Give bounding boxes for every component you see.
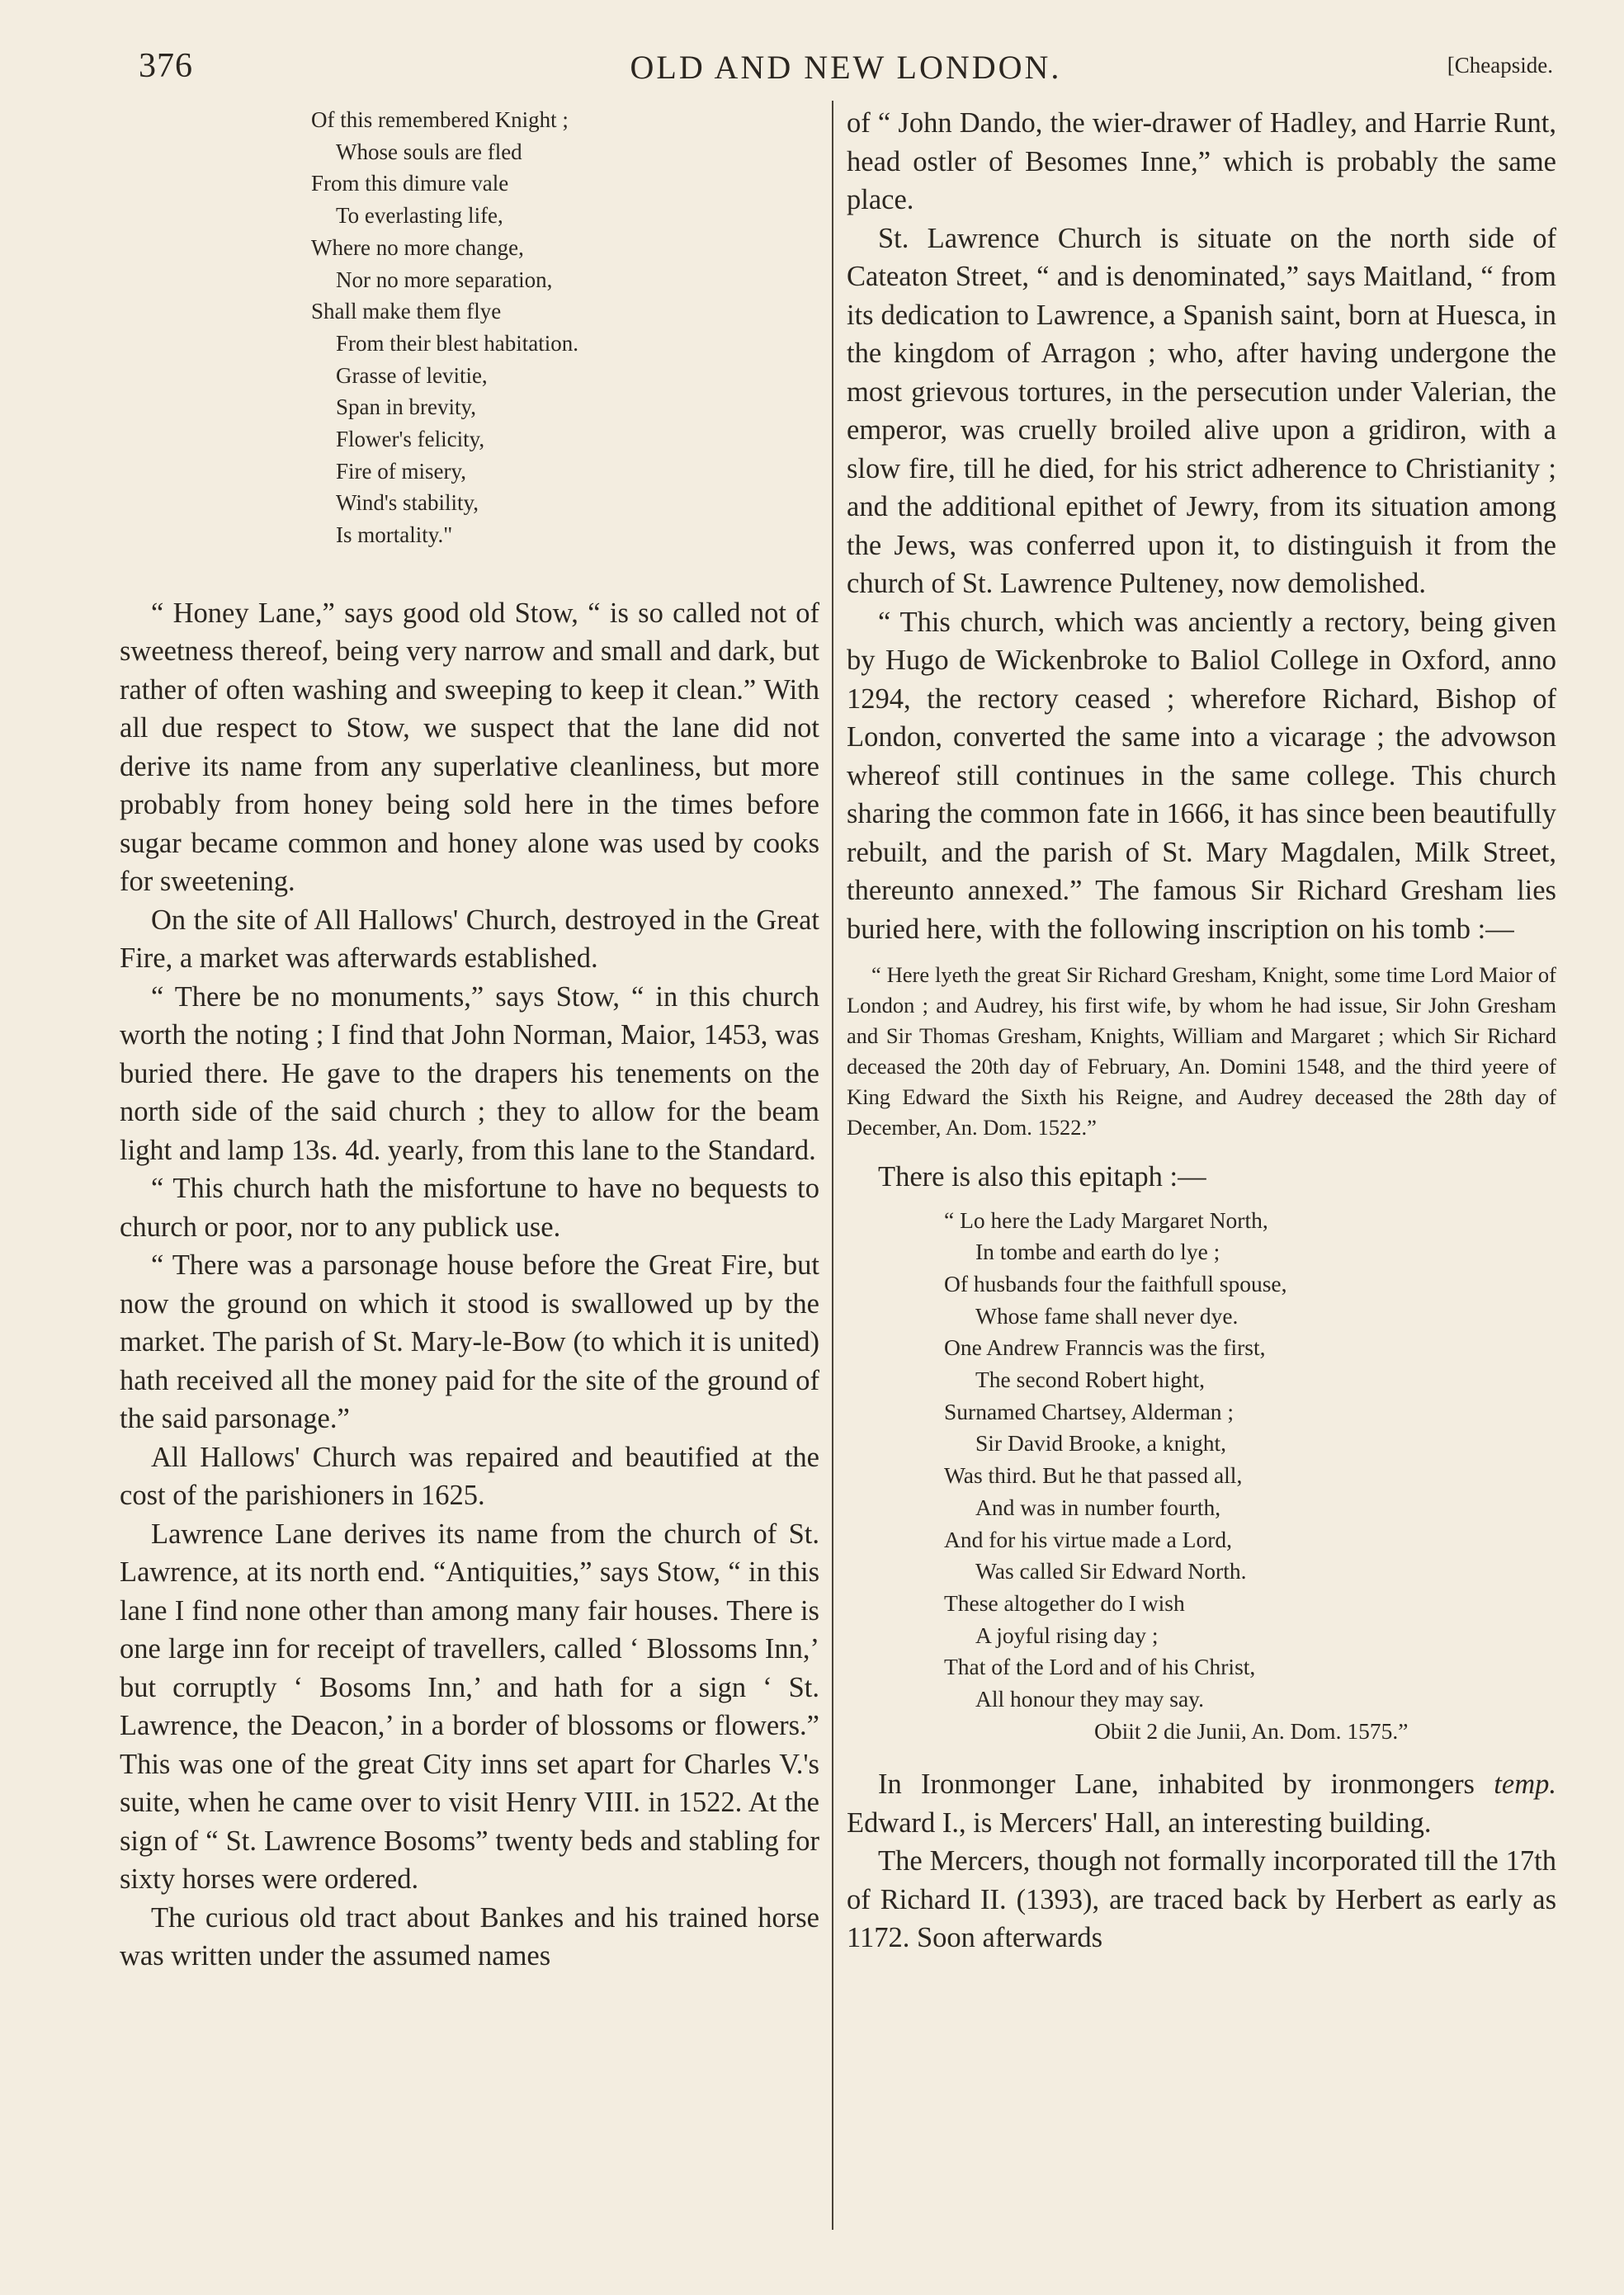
paragraph-dando: of “ John Dando, the wier-drawer of Hadley, and Harrie Runt, head ostler of Besomes Inne,” which is probably the same place. [847,107,1556,215]
epitaph-line: Of husbands four the faithfull spouse, [944,1270,1287,1296]
verse-line: Fire of misery, [336,458,466,484]
epitaph-line: These altogether do I wish [944,1589,1185,1616]
ironmonger-italic: temp. [1494,1768,1556,1801]
running-title: OLD AND NEW LONDON. [630,49,1062,86]
epitaph-line: Obiit 2 die Junii, An. Dom. 1575.” [1094,1717,1409,1744]
spacer [120,551,819,594]
paragraph-lawrence-lane: Lawrence Lane derives its name from the church of St. Lawrence, at its north end. “Antiquities,” says Stow, “ in this lane I find none other than among many fair houses. There is one large inn for receipt of travellers, called ‘ Blossoms Inn,’ but corruptly ‘ Bosoms Inn,’ and hath for a sign ‘ St. Lawrence, the Deacon,’ in a border of blossoms or flowers.” This was one of the great City inns set apart for Charles V.'s suite, when he came over to visit Henry VIII. in 1522. At the sign of “ St. Lawrence Bosoms” twenty beds and stabling for sixty horses were ordered. [120,1518,819,1896]
column-divider [832,101,833,2230]
ironmonger-text-a: In Ironmonger Lane, inhabited by ironmongers [878,1768,1494,1801]
paragraph-mercers: The Mercers, though not formally incorporated till the 17th of Richard II. (1393), are traced back by Herbert as early as 1172. Soon afterwards [847,1845,1556,1954]
epitaph-line: Was called Sir Edward North. [975,1558,1247,1584]
running-header [139,43,1553,92]
page-number: 376 [139,47,193,85]
paragraph-repaired: All Hallows' Church was repaired and beautified at the cost of the parishioners in 1625. [120,1441,819,1512]
left-column [120,104,819,1976]
right-column [847,104,1556,1957]
spacer [847,1747,1556,1765]
paragraph-bankes-tract: The curious old tract about Bankes and his trained horse was written under the assumed names [120,1901,819,1972]
epitaph-line: One Andrew Franncis was the first, [944,1334,1266,1361]
spacer [847,1197,1556,1205]
knight-verse [120,104,819,551]
epitaph-line: And for his virtue made a Lord, [944,1526,1233,1552]
section-label: [Cheapside. [1447,53,1553,78]
verse-line: To everlasting life, [336,203,503,229]
epitaph-line: Whose fame shall never dye. [975,1302,1239,1329]
paragraph-bequests: “ This church hath the misfortune to have no bequests to church or poor, nor to any publick use. [120,1173,819,1243]
epitaph-line: Sir David Brooke, a knight, [975,1430,1226,1457]
epitaph-line: The second Robert hight, [975,1367,1205,1393]
epitaph-line: Surnamed Chartsey, Alderman ; [944,1398,1235,1424]
gresham-inscription: “ Here lyeth the great Sir Richard Gresham, Knight, some time Lord Maior of London ; and Audrey, his first wife, by whom he had issue, Sir John Gresham and Sir Thomas Gresham, Knights, William and Margaret ; which Sir Richard deceased the 20th day of February, An. Domini 1548, and the third yeere of King Edward the Sixth his Reigne, and Audrey deceased the 28th day of December, An. Dom. 1522.” [847,962,1556,1140]
paragraph-rectory: “ This church, which was anciently a rectory, being given by Hugo de Wickenbroke to Baliol College in Oxford, anno 1294, the rectory ceased ; wherefore Richard, Bishop of London, converted the same into a vicarage ; the advowson whereof still continues in the same college. This church sharing the common fate in 1666, it has since been beautifully rebuilt, and the parish of St. Mary Magdalen, Milk Street, thereunto annexed.” The famous Sir Richard Gresham lies buried here, with the following inscription on his tomb :— [847,606,1556,945]
spacer [847,1143,1556,1158]
paragraph-ironmonger-lane [847,1765,1556,1842]
verse-line: Nor no more separation, [336,267,553,292]
paragraph-honey-lane: “ Honey Lane,” says good old Stow, “ is so called not of sweetness thereof, being very narrow and small and dark, but rather of often washing and sweeping to keep it clean.” With all due respect to Stow, we suspect that the lane did not derive its name from any superlative cleanliness, but more probably from honey being sold here in the times before sugar became common and honey alone was used by cooks for sweetening. [120,597,819,898]
verse-line: Wind's stability, [336,490,479,516]
epitaph-line: “ Lo here the Lady Margaret North, [944,1207,1268,1233]
verse-line: Flower's felicity, [336,427,485,452]
epitaph-line: All honour they may say. [975,1686,1204,1712]
verse-line: Of this remembered Knight ; [311,107,569,132]
spacer [847,948,1556,960]
ironmonger-text-b: Edward I., is Mercers' Hall, an interesting building. [847,1806,1432,1839]
epitaph-lead: There is also this epitaph :— [878,1161,1206,1192]
verse-line: From their blest habitation. [336,330,578,356]
paragraph-all-hallows-site: On the site of All Hallows' Church, destroyed in the Great Fire, a market was afterwards established. [120,904,819,975]
paragraph-monuments: “ There be no monuments,” says Stow, “ in this church worth the noting ; I find that John Norman, Maior, 1453, was buried there. He gave to the drapers his tenements on the north side of the said church ; they to allow for the beam light and lamp 13s. 4d. yearly, from this lane to the Standard. [120,980,819,1166]
verse-line: Whose souls are fled [336,139,522,164]
verse-line: Grasse of levitie, [336,362,488,388]
epitaph-line: And was in number fourth, [975,1494,1221,1520]
epitaph-line: Was third. But he that passed all, [944,1462,1243,1489]
paragraph-parsonage: “ There was a parsonage house before the Great Fire, but now the ground on which it stood is swallowed up by the market. The parish of St. Mary-le-Bow (to which it is united) hath received all the money paid for the site of the ground of the said parsonage.” [120,1249,819,1435]
epitaph-line: In tombe and earth do lye ; [975,1239,1220,1265]
verse-line: Is mortality." [336,522,453,548]
paragraph-st-lawrence-church: St. Lawrence Church is situate on the north side of Cateaton Street, “ and is denominated,” says Maitland, “ from its dedication to Lawrence, a Spanish saint, born at Huesca, in the kingdom of Arragon ; who, after having undergone the most grievous tortures, in the persecution under Valerian, the emperor, was cruelly broiled alive upon a gridiron, with a slow fire, till he died, for his strict adherence to Christianity ; and the additional epithet of Jewry, from its situation among the Jews, was conferred upon it, to distinguish it from the church of St. Lawrence Pulteney, now demolished. [847,222,1556,599]
epitaph-line: A joyful rising day ; [975,1622,1159,1648]
epitaph-line: That of the Lord and of his Christ, [944,1654,1256,1680]
verse-line: Span in brevity, [336,394,476,420]
verse-line: From this dimure vale [311,171,509,196]
verse-line: Where no more change, [311,234,524,260]
north-epitaph [847,1205,1556,1748]
verse-line: Shall make them flye [311,299,502,324]
